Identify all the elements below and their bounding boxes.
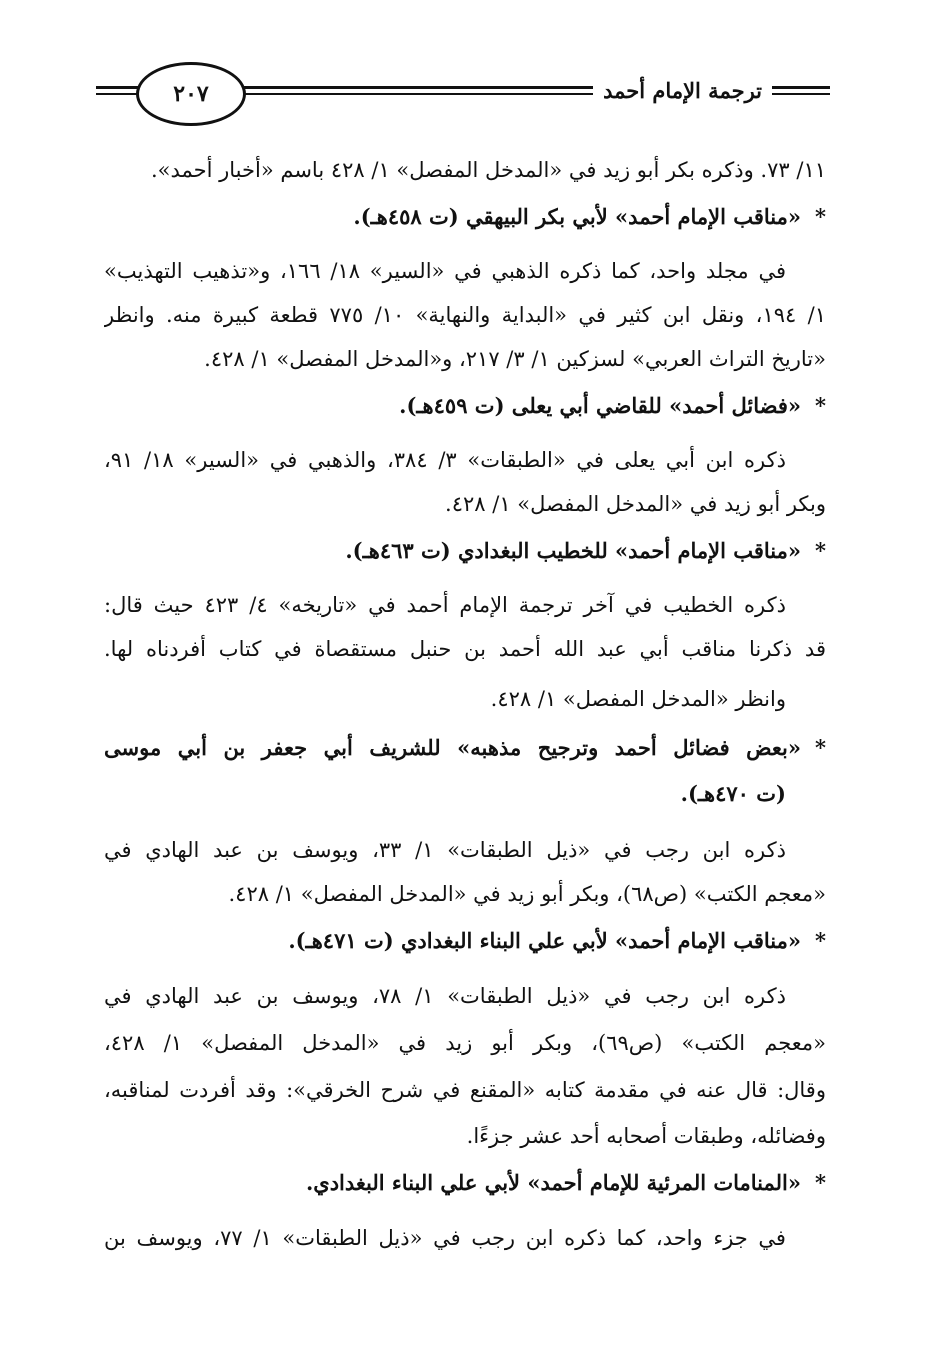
text-line: وبكر أبو زيد في «المدخل المفصل» ١/ ٤٢٨. — [445, 492, 826, 516]
page-number-oval — [136, 62, 246, 126]
bullet-star-icon: * — [815, 1170, 826, 1195]
text-line: «معجم الكتب» (ص٦٨)، وبكر أبو زيد في «المدخل المفصل» ١/ ٤٢٨. — [228, 882, 826, 906]
bullet-star-icon: * — [815, 393, 826, 418]
heading-continuation: (ت ٤٧٠هـ). — [680, 781, 786, 806]
page-number: ٢٠٧ — [173, 81, 209, 107]
text-line: وانظر «المدخل المفصل» ١/ ٤٢٨. — [490, 687, 786, 711]
heading-text: «بعض فضائل أحمد وترجيح مذهبه» للشريف أبي جعفر بن أبي موسى — [104, 735, 802, 760]
text-line: وفضائله، وطبقات أصحابه أحد عشر جزءًا. — [466, 1124, 826, 1148]
bullet-star-icon: * — [815, 204, 826, 229]
running-title: ترجمة الإمام أحمد — [593, 78, 772, 103]
heading-text: «مناقب الإمام أحمد» للخطيب البغدادي (ت ٤٦٣هـ). — [345, 538, 802, 563]
text-line: «معجم الكتب» (ص٦٩)، وبكر أبو زيد في «المدخل المفصل» ١/ ٤٢٨، — [104, 1031, 826, 1055]
bullet-star-icon: * — [815, 735, 826, 760]
entry-heading — [104, 529, 826, 573]
entry-heading — [104, 1161, 826, 1205]
text-line: قد ذكرنا مناقب أبي عبد الله أحمد بن حنبل مستقصاة في كتاب أفردناه لها. — [104, 637, 826, 661]
entry-heading — [104, 384, 826, 428]
text-line: ذكره ابن رجب في «ذيل الطبقات» ١/ ٧٨، ويوسف بن عبد الهادي في — [104, 984, 786, 1008]
heading-text: «مناقب الإمام أحمد» لأبي بكر البيهقي (ت ٤٥٨هـ). — [353, 204, 802, 229]
entry-heading — [104, 726, 826, 770]
entry-heading — [104, 919, 826, 963]
heading-text: «مناقب الإمام أحمد» لأبي علي البناء البغدادي (ت ٤٧١هـ). — [288, 928, 802, 953]
text-line: ١/ ١٩٤، ونقل ابن كثير في «البداية والنهاية» ١٠/ ٧٧٥ قطعة كبيرة منه. وانظر — [104, 303, 826, 327]
text-line: وقال: قال عنه في مقدمة كتابه «المقنع في شرح الخرقي»: وقد أفردت لمناقبه، — [104, 1078, 826, 1102]
text-line: ذكره ابن رجب في «ذيل الطبقات» ١/ ٣٣، ويوسف بن عبد الهادي في — [104, 838, 786, 862]
text-line: «تاريخ التراث العربي» لسزكين ١/ ٣/ ٢١٧، و«المدخل المفصل» ١/ ٤٢٨. — [204, 347, 826, 371]
text-line: ذكره ابن أبي يعلى في «الطبقات» ٣/ ٣٨٤، والذهبي في «السير» ١٨/ ٩١، — [104, 448, 786, 472]
heading-text: «المنامات المرئية للإمام أحمد» لأبي علي البناء البغدادي. — [305, 1170, 802, 1195]
bullet-star-icon: * — [815, 928, 826, 953]
text-line: في جزء واحد، كما ذكره ابن رجب في «ذيل الطبقات» ١/ ٧٧، ويوسف بن — [104, 1226, 786, 1250]
text-line: في مجلد واحد، كما ذكره الذهبي في «السير» ١٨/ ١٦٦، و«تذهيب التهذيب» — [104, 259, 786, 283]
page-header — [96, 56, 830, 132]
text-line: ١١/ ٧٣. وذكره بكر أبو زيد في «المدخل المفصل» ١/ ٤٢٨ باسم «أخبار أحمد». — [150, 158, 826, 182]
heading-text: «فضائل أحمد» للقاضي أبي يعلى (ت ٤٥٩هـ). — [399, 393, 802, 418]
text-line: ذكره الخطيب في آخر ترجمة الإمام أحمد في «تاريخه» ٤/ ٤٢٣ حيث قال: — [104, 593, 786, 617]
entry-heading — [104, 195, 826, 239]
bullet-star-icon: * — [815, 538, 826, 563]
